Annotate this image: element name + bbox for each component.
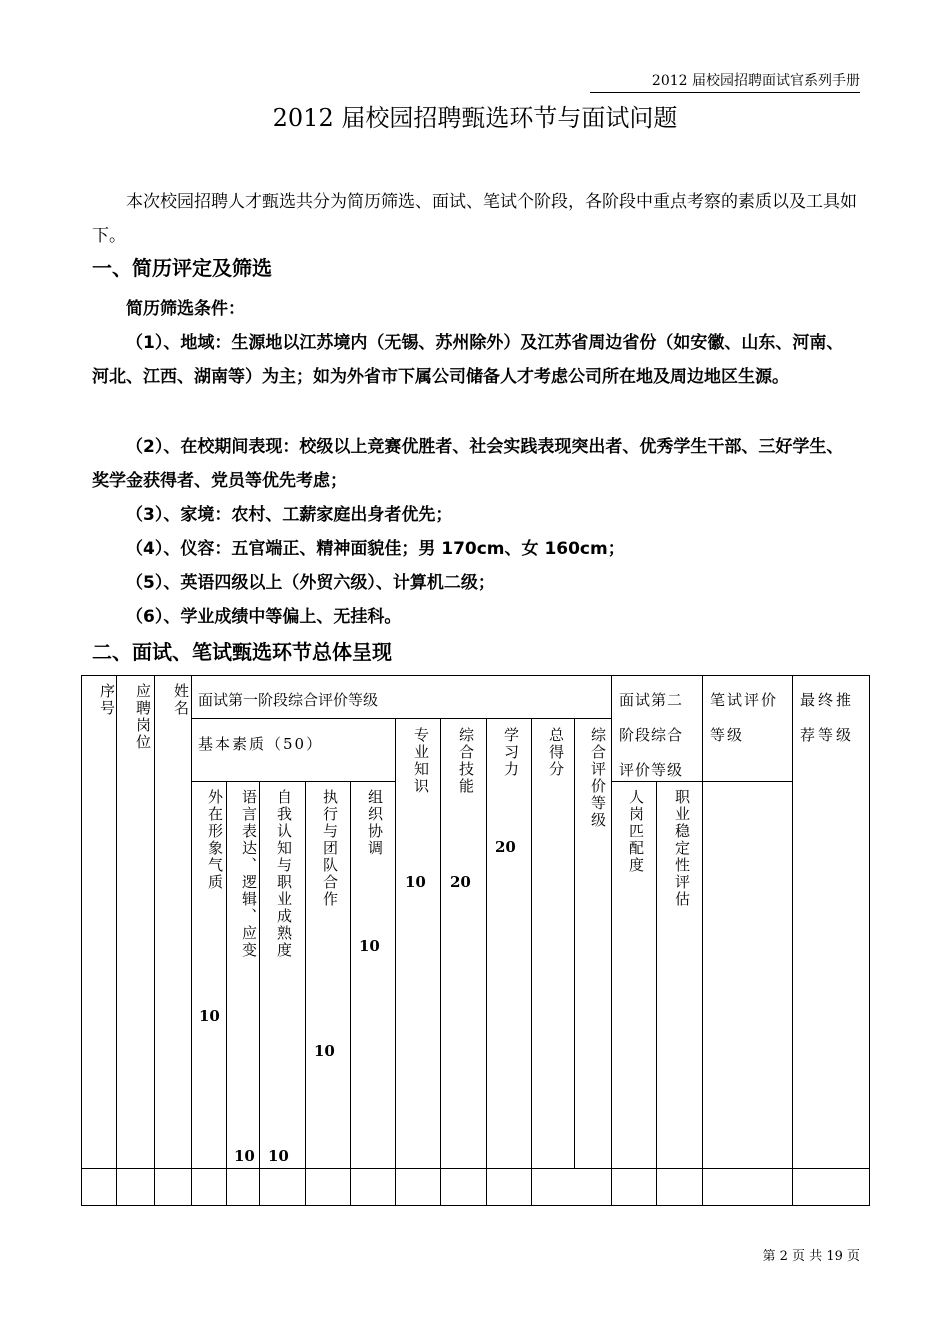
intro-paragraph: 本次校园招聘人才甄选共分为简历筛选、面试、笔试个阶段，各阶段中重点考察的素质以及工具如下。 <box>92 192 857 246</box>
learning-score: 20 <box>495 838 516 856</box>
appearance-score: 10 <box>199 1007 220 1025</box>
stage1-header: 面试第一阶段综合评价等级 <box>198 691 379 709</box>
running-header: 2012 届校园招聘面试官系列手册 <box>590 70 860 93</box>
col-header-skills: 综合技能 <box>457 727 475 795</box>
evaluation-table <box>81 675 870 1206</box>
table-rule <box>191 718 611 719</box>
criteria-item: （6）、学业成绩中等偏上、无挂科。 <box>126 607 402 627</box>
language-score: 10 <box>234 1147 255 1165</box>
page-number: 第 2 页 共 19 页 <box>762 1249 860 1264</box>
table-rule <box>792 675 793 1206</box>
col-header-stability: 职业稳定性评估 <box>673 789 691 908</box>
col-header-job-fit: 人岗匹配度 <box>627 789 645 874</box>
table-border-right <box>869 675 870 1206</box>
criteria-item: （5）、英语四级以上（外贸六级）、计算机二级； <box>126 573 495 593</box>
criteria-label: 简历筛选条件： <box>126 299 245 319</box>
table-rule <box>81 1168 870 1169</box>
stage2-header: 面试第二阶段综合评价等级 <box>619 691 684 779</box>
col-header-overall: 综合评价等级 <box>589 727 607 829</box>
section-heading-overview: 二、面试、笔试甄选环节总体呈现 <box>92 640 392 664</box>
criteria-item: （1）、地域：生源地以江苏境内（无锡、苏州除外）及江苏省周边省份（如安徽、山东、河南、河北、江西、湖南等）为主；如为外省市下属公司储备人才考虑公司所在地及周边地区生源。 <box>92 333 844 387</box>
section-heading-resume: 一、简历评定及筛选 <box>92 256 272 280</box>
col-header-total: 总得分 <box>547 727 565 778</box>
table-rule <box>191 781 395 782</box>
col-header-name: 姓名 <box>172 683 190 717</box>
organize-score: 10 <box>359 937 380 955</box>
col-header-final: 最终推荐等级 <box>800 691 855 744</box>
table-rule <box>574 718 575 1168</box>
criteria-item: （2）、在校期间表现：校级以上竞赛优胜者、社会实践表现突出者、优秀学生干部、三好学生、奖学金获得者、党员等优先考虑； <box>92 437 844 491</box>
criteria-item: （3）、家境：农村、工薪家庭出身者优先； <box>126 505 453 525</box>
self-awareness-score: 10 <box>268 1147 289 1165</box>
col-header-learning: 学习力 <box>502 727 520 778</box>
basic-quality-header: 基本素质（50） <box>198 735 324 753</box>
table-rule <box>305 781 306 1206</box>
col-header-language: 语言表达、逻辑、应变 <box>240 789 258 959</box>
table-rule <box>486 718 487 1206</box>
skills-score: 20 <box>450 873 471 891</box>
col-header-professional: 专业知识 <box>412 727 430 795</box>
table-border-top <box>81 675 870 676</box>
table-border-left <box>81 675 82 1206</box>
col-header-self-awareness: 自我认知与职业成熟度 <box>275 789 293 959</box>
col-header-number: 序号 <box>98 683 116 717</box>
table-rule <box>395 718 396 1206</box>
table-rule <box>440 718 441 1206</box>
table-rule <box>350 781 351 1206</box>
criteria-item: （4）、仪容：五官端正、精神面貌佳；男 170cm、女 160cm； <box>126 539 625 559</box>
table-rule <box>702 675 703 1206</box>
table-rule <box>531 718 532 1206</box>
professional-score: 10 <box>405 873 426 891</box>
document-title: 2012 届校园招聘甄选环节与面试问题 <box>272 104 678 132</box>
col-header-organize: 组织协调 <box>366 789 384 857</box>
col-header-written: 笔试评价等级 <box>710 691 779 744</box>
col-header-position: 应聘岗位 <box>134 683 152 751</box>
col-header-execution: 执行与团队合作 <box>321 789 339 908</box>
table-rule <box>656 781 657 1206</box>
execution-score: 10 <box>314 1042 335 1060</box>
table-border-bottom <box>81 1205 870 1206</box>
col-header-appearance: 外在形象气质 <box>206 789 224 891</box>
